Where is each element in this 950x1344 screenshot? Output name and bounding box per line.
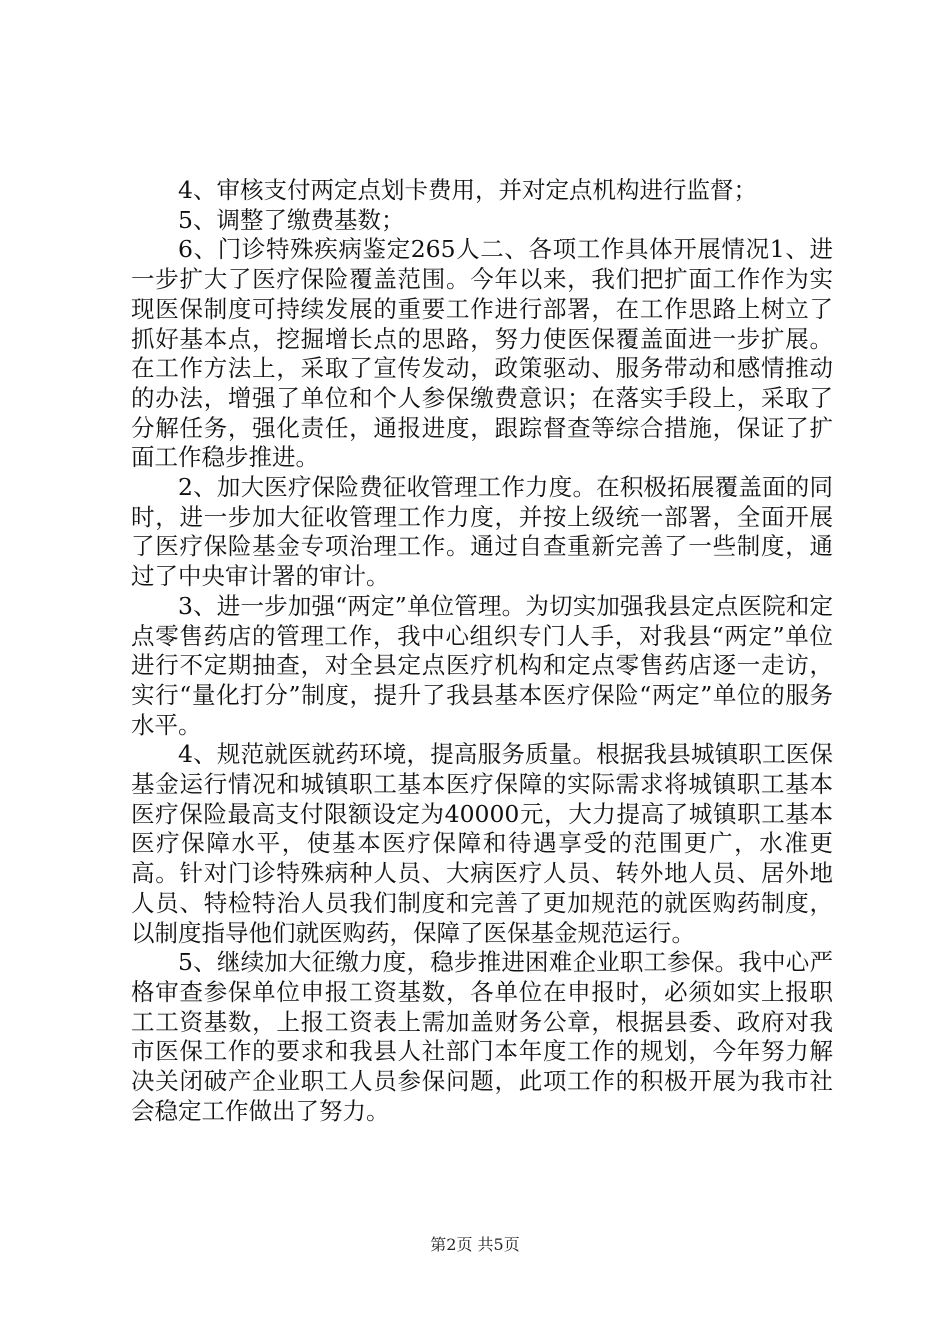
paragraph-item-5: 5、调整了缴费基数； [178, 205, 405, 234]
page-number-footer: 第2页 共5页 [430, 1235, 520, 1254]
document-body [131, 176, 833, 1127]
paragraph-medical-environment: 4、规范就医就药环境，提高服务质量。根据我县城镇职工医保基金运行情况和城镇职工基本医疗保障的实际需求将城镇职工基本医疗保险最高支付限额设定为40000元，大力提高了城镇职工基本医疗保障水平，使基本医疗保障和待遇享受的范围更广，水准更高。针对门诊特殊病种人员、大病医疗人员、转外地人员、居外地人员、特检特治人员我们制度和完善了更加规范的就医购药制度，以制度指导他们就医购药，保障了医保基金规范运行。 [131, 740, 833, 947]
paragraph-two-designated-units: 3、进一步加强“两定”单位管理。为切实加强我县定点医院和定点零售药店的管理工作，我中心组织专门人手，对我县“两定”单位进行不定期抽查，对全县定点医疗机构和定点零售药店逐一走访，实行“量化打分”制度，提升了我县基本医疗保险“两定”单位的服务水平。 [131, 591, 833, 739]
paragraph-fee-collection: 2、加大医疗保险费征收管理工作力度。在积极拓展覆盖面的同时，进一步加大征收管理工作力度，并按上级统一部署，全面开展了医疗保险基金专项治理工作。通过自查重新完善了一些制度，通过了中央审计署的审计。 [131, 473, 833, 591]
paragraph-item-6-and-section-2: 6、门诊特殊疾病鉴定265人二、各项工作具体开展情况1、进一步扩大了医疗保险覆盖范围。今年以来，我们把扩面工作作为实现医保制度可持续发展的重要工作进行部署，在工作思路上树立了抓好基本点，挖掘增长点的思路，努力使医保覆盖面进一步扩展。在工作方法上，采取了宣传发动，政策驱动、服务带动和感情推动的办法，增强了单位和个人参保缴费意识；在落实手段上，采取了分解任务，强化责任，通报进度，跟踪督查等综合措施，保证了扩面工作稳步推进。 [131, 235, 833, 472]
paragraph-item-4: 4、审核支付两定点划卡费用，并对定点机构进行监督； [178, 176, 757, 204]
paragraph-collection-efforts: 5、继续加大征缴力度，稳步推进困难企业职工参保。我中心严格审查参保单位申报工资基数，各单位在申报时，必须如实上报职工工资基数，上报工资表上需加盖财务公章，根据县委、政府对我市医保工作的要求和我县人社部门本年度工作的规划，今年努力解决关闭破产企业职工人员参保问题，此项工作的积极开展为我市社会稳定工作做出了努力。 [131, 948, 833, 1125]
